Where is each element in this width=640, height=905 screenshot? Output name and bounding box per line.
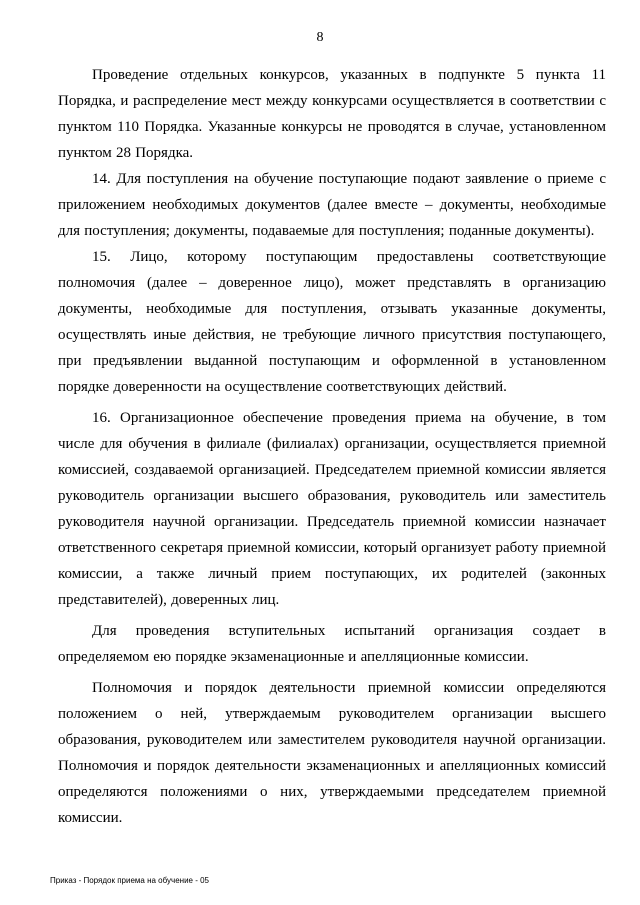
paragraph-exam-commissions: Для проведения вступительных испытаний организация создает в определяемом ею порядке экзаменационные и апелляционные комиссии. — [58, 623, 606, 665]
page-number: 8 — [316, 30, 324, 45]
paragraph-contests: Проведение отдельных конкурсов, указанных в подпункте 5 пункта 11 Порядка, и распределение мест между конкурсами осуществляется в соответствии с пунктом 110 Порядка. Указанные конкурсы не проводятся в случае, установленном пунктом 28 Порядка. — [58, 67, 606, 161]
paragraph-15: 15. Лицо, которому поступающим предоставлены соответствующие полномочия (далее – доверенное лицо), может представлять в организацию документы, необходимые для поступления, отзывать указанные документы, осуществлять иные действия, не требующие личного присутствия поступающего, при предъявлении выданной поступающим и оформленной в установленном порядке доверенности на осуществление соответствующих действий. — [58, 249, 606, 395]
page-footer: Приказ - Порядок приема на обучение - 05 — [50, 876, 209, 885]
document-body — [58, 62, 606, 831]
paragraph-14: 14. Для поступления на обучение поступающие подают заявление о приеме с приложением необходимых документов (далее вместе – документы, необходимые для поступления; документы, подаваемые для поступления; поданные документы). — [58, 171, 606, 239]
paragraph-commission-powers: Полномочия и порядок деятельности приемной комиссии определяются положением о ней, утверждаемым руководителем организации высшего образования, руководителем или заместителем руководителя научной организации. Полномочия и порядок деятельности экзаменационных и апелляционных комиссий определяются положениями о них, утверждаемыми председателем приемной комиссии. — [58, 680, 606, 826]
paragraph-16: 16. Организационное обеспечение проведения приема на обучение, в том числе для обучения в филиале (филиалах) организации, осуществляется приемной комиссией, создаваемой организацией. Председателем приемной комиссии является руководитель организации высшего образования, руководитель или заместитель руководителя научной организации. Председатель приемной комиссии назначает ответственного секретаря приемной комиссии, который организует работу приемной комиссии, а также личный прием поступающих, их родителей (законных представителей), доверенных лиц. — [58, 410, 606, 608]
